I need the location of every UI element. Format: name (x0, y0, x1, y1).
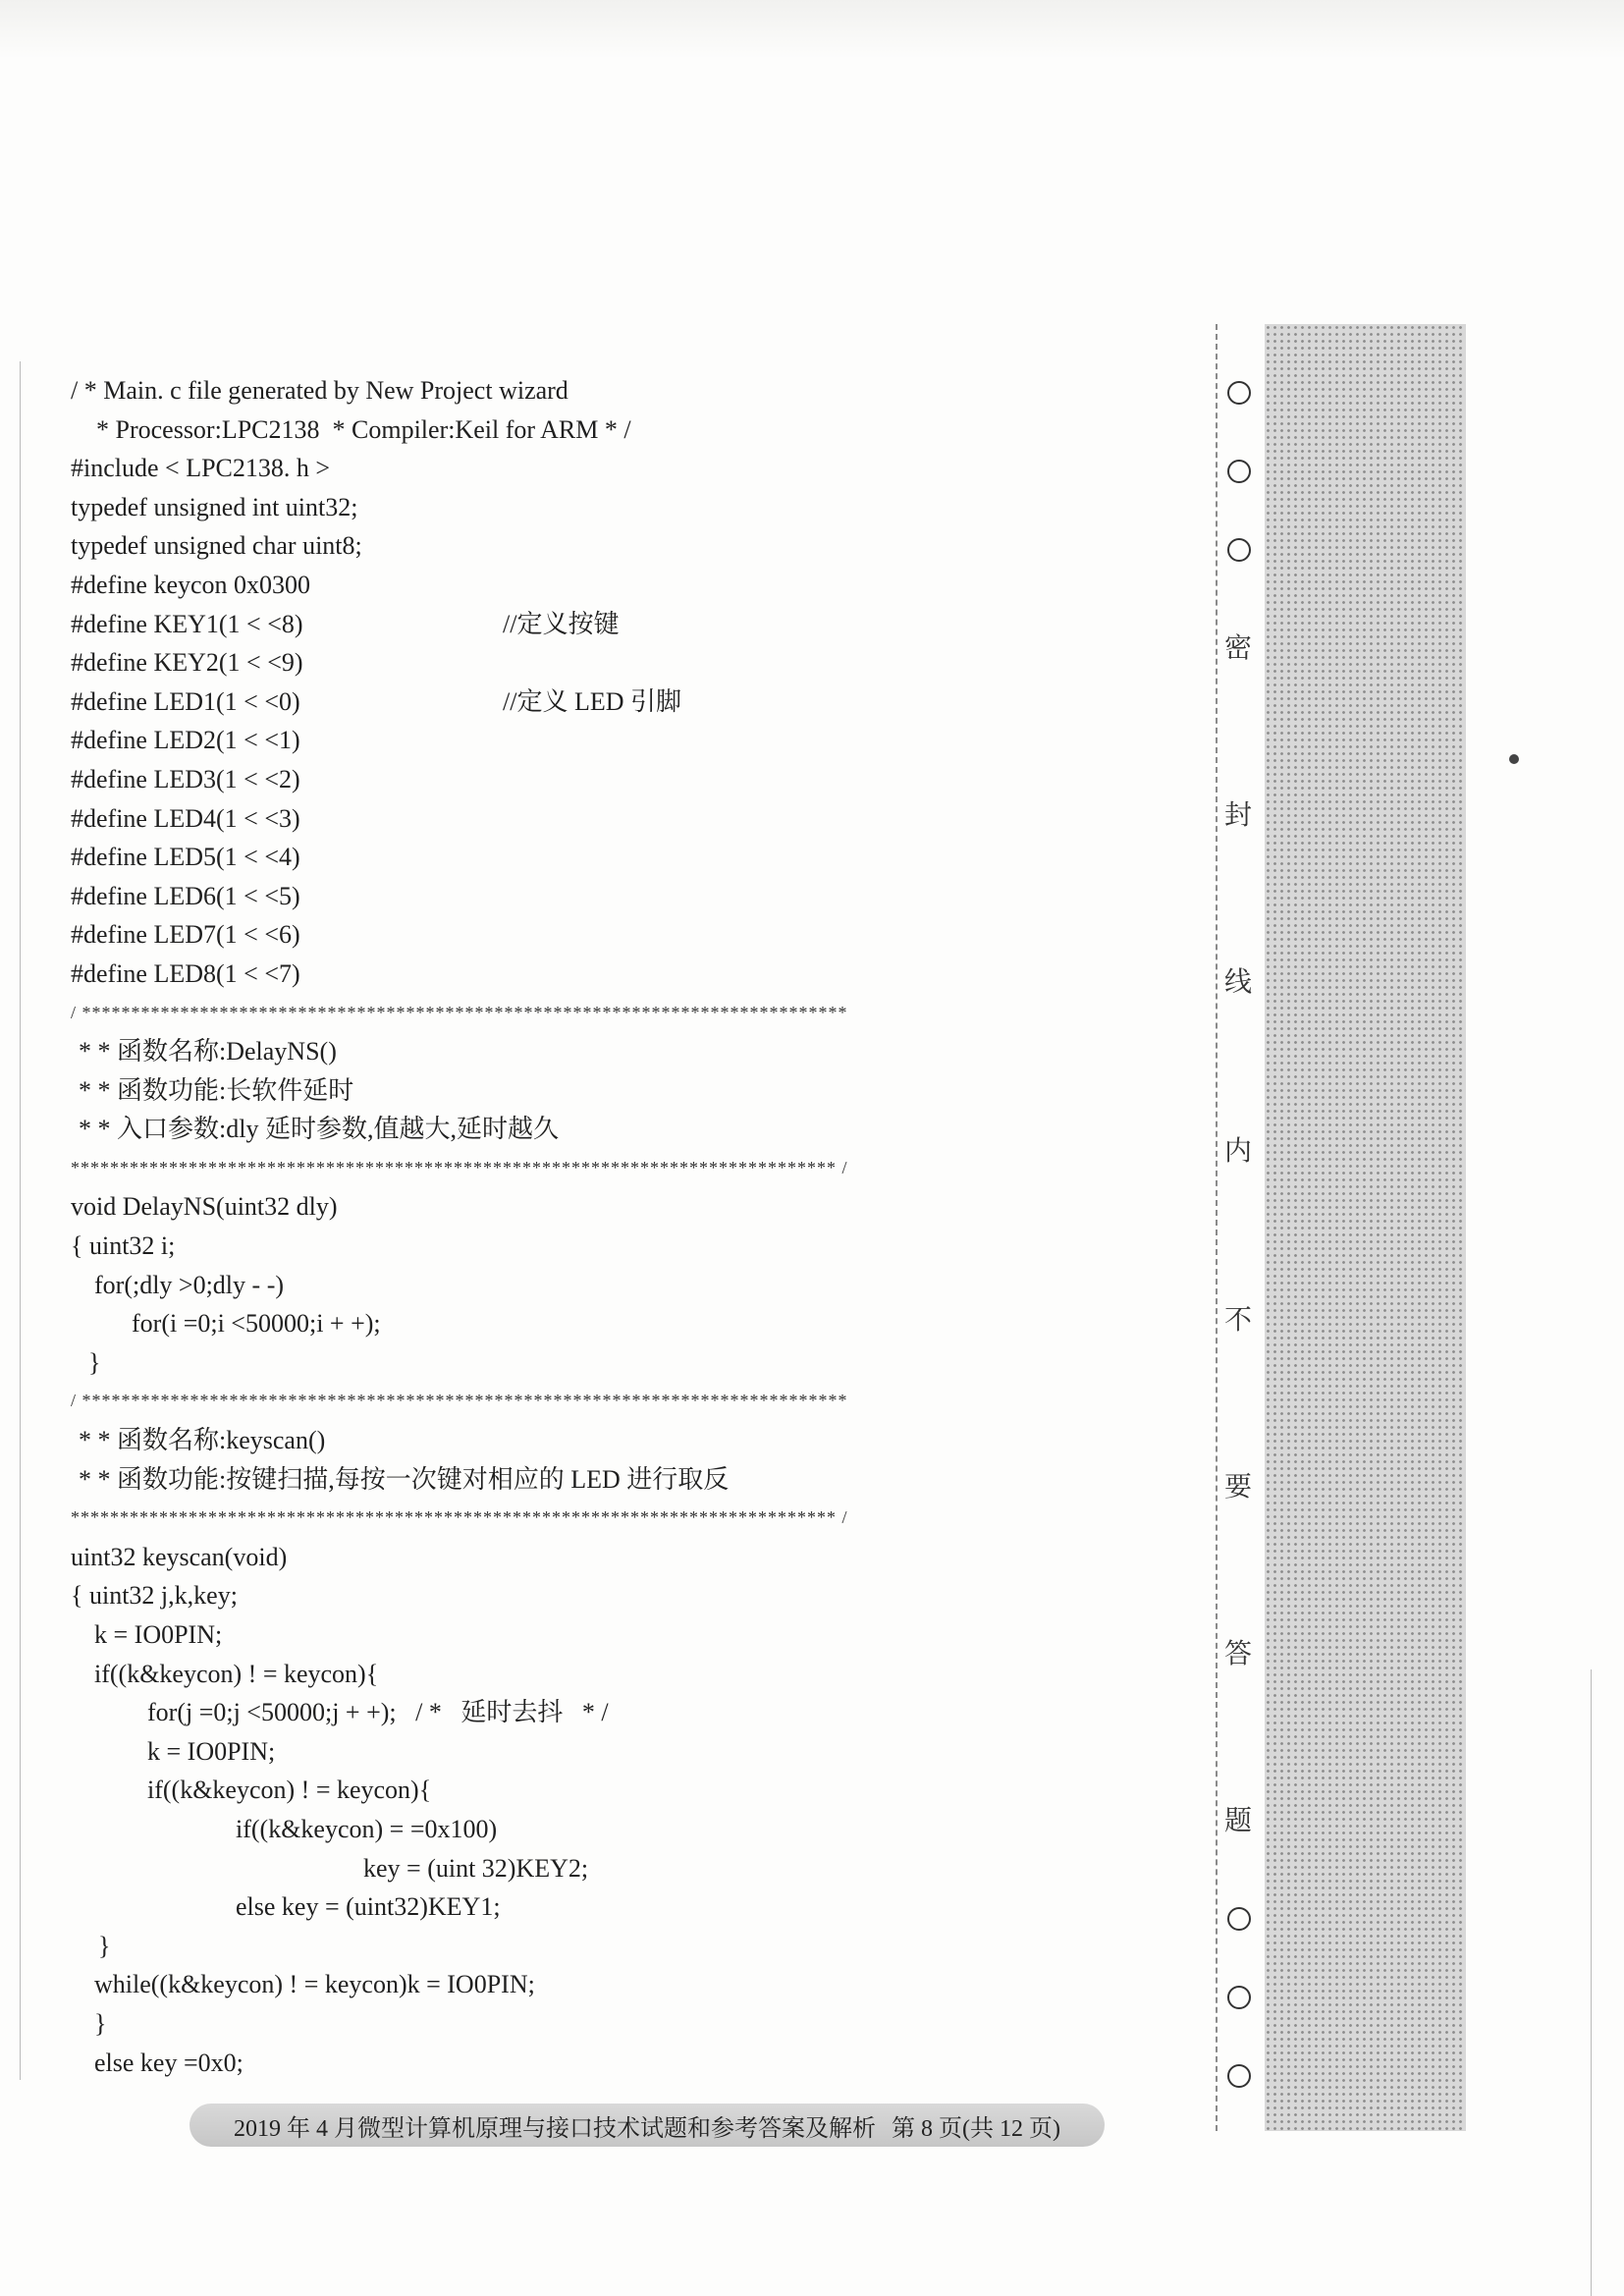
code-line-42 (71, 1965, 1210, 2004)
code-text: if((k&keycon) = =0x100) (236, 1814, 498, 1843)
code-text: else key = (uint32)KEY1; (236, 1892, 501, 1922)
seal-mark: 题 (1223, 1806, 1252, 1836)
code-line-23 (71, 1227, 1210, 1266)
code-text: k = IO0PIN; (147, 1736, 276, 1766)
code-line-41 (71, 1927, 1210, 1966)
comment-border: ****************************************************************************** / (71, 1507, 848, 1528)
code-line-43 (71, 2004, 1210, 2044)
circle-icon (1227, 1986, 1251, 2009)
code-text: #define LED8(1 < <7) (71, 958, 300, 988)
seal-mark: 答 (1223, 1639, 1252, 1669)
circle-icon (1227, 538, 1251, 562)
code-text: * * 入口参数:dly 延时参数,值越大,延时越久 (79, 1115, 559, 1144)
code-line-38 (71, 1810, 1210, 1849)
code-line-12 (71, 799, 1210, 839)
code-text: * * 函数名称:DelayNS() (79, 1037, 337, 1066)
code-line-33 (71, 1615, 1210, 1655)
code-line-21 (71, 1149, 1210, 1188)
code-text: for(i =0;i <50000;i + +); (132, 1309, 381, 1339)
comment-border: ****************************************************************************** / (71, 1157, 848, 1177)
code-line-16 (71, 955, 1210, 994)
code-line-6 (71, 566, 1210, 605)
code-line-22 (71, 1187, 1210, 1227)
code-line-3 (71, 449, 1210, 488)
code-line-44 (71, 2044, 1210, 2083)
code-text: if((k&keycon) ! = keycon){ (147, 1776, 432, 1805)
comment-border: / ****************************************************************************** (71, 1002, 848, 1022)
code-text: #define LED5(1 < <4) (71, 843, 300, 872)
code-line-24 (71, 1266, 1210, 1305)
code-line-19 (71, 1071, 1210, 1111)
code-line-27 (71, 1382, 1210, 1421)
code-text: #define LED4(1 < <3) (71, 803, 300, 833)
comment-border: / ****************************************************************************** (71, 1391, 848, 1411)
code-line-4 (71, 488, 1210, 527)
seal-mark: 不 (1223, 1305, 1252, 1336)
circle-icon (1227, 1907, 1251, 1931)
code-text: #define LED3(1 < <2) (71, 764, 300, 793)
code-line-34 (71, 1655, 1210, 1694)
code-text: #define keycon 0x0300 (71, 570, 311, 599)
code-line-2 (71, 410, 1210, 450)
code-line-32 (71, 1576, 1210, 1615)
seal-texture-strip (1265, 324, 1466, 2131)
code-line-7 (71, 605, 1210, 644)
code-text: * * 函数功能:按键扫描,每按一次键对相应的 LED 进行取反 (79, 1464, 730, 1494)
code-line-15 (71, 915, 1210, 955)
code-line-36 (71, 1732, 1210, 1772)
code-text: #define LED6(1 < <5) (71, 881, 300, 910)
code-text: #define LED7(1 < <6) (71, 920, 300, 950)
seal-column (1217, 373, 1260, 2102)
left-margin-rule (20, 361, 21, 2080)
code-line-13 (71, 838, 1210, 877)
code-line-17 (71, 994, 1210, 1033)
scan-dot (1509, 754, 1519, 764)
page-footer (189, 2104, 1105, 2147)
code-line-1 (71, 371, 1210, 410)
code-text: else key =0x0; (94, 2048, 244, 2077)
code-text: typedef unsigned char uint8; (71, 531, 362, 561)
code-line-9 (71, 683, 1210, 722)
code-line-39 (71, 1849, 1210, 1888)
code-text: #define KEY1(1 < <8) (71, 609, 303, 638)
code-text: / * Main. c file generated by New Project wizard (71, 376, 568, 405)
code-text: for(;dly >0;dly - -) (94, 1270, 285, 1299)
code-line-14 (71, 877, 1210, 916)
code-line-37 (71, 1771, 1210, 1810)
code-line-11 (71, 760, 1210, 799)
code-text: { uint32 j,k,key; (71, 1581, 238, 1611)
circle-icon (1227, 2064, 1251, 2088)
code-line-5 (71, 526, 1210, 566)
code-line-35 (71, 1693, 1210, 1732)
code-line-20 (71, 1110, 1210, 1149)
code-line-10 (71, 721, 1210, 760)
code-line-30 (71, 1499, 1210, 1538)
code-text: * * 函数名称:keyscan() (79, 1426, 326, 1455)
code-text: #define LED2(1 < <1) (71, 726, 300, 755)
code-text: #define LED1(1 < <0) (71, 686, 300, 716)
code-comment: //定义 LED 引脚 (503, 686, 681, 716)
code-line-29 (71, 1460, 1210, 1500)
code-text: uint32 keyscan(void) (71, 1542, 288, 1571)
code-line-18 (71, 1032, 1210, 1071)
code-line-25 (71, 1304, 1210, 1343)
code-text: k = IO0PIN; (94, 1620, 223, 1649)
circle-icon (1227, 460, 1251, 483)
seal-mark: 线 (1223, 967, 1252, 998)
code-text: } (94, 2008, 107, 2038)
code-text: typedef unsigned int uint32; (71, 492, 358, 521)
code-text: for(j =0;j <50000;j + +); / * 延时去抖 * / (147, 1698, 609, 1727)
footer-title: 2019 年 4 月微型计算机原理与接口技术试题和参考答案及解析 (234, 2115, 876, 2142)
code-line-40 (71, 1887, 1210, 1927)
seal-mark: 密 (1223, 633, 1252, 664)
footer-page-number: 第 8 页(共 12 页) (892, 2115, 1060, 2142)
code-text: #define KEY2(1 < <9) (71, 648, 303, 678)
code-text: { uint32 i; (71, 1231, 176, 1261)
code-text: } (88, 1347, 101, 1377)
code-text: * Processor:LPC2138 * Compiler:Keil for ARM * / (96, 414, 631, 444)
code-text: } (98, 1931, 111, 1960)
code-text: key = (uint 32)KEY2; (363, 1853, 589, 1883)
code-comment: //定义按键 (503, 609, 620, 638)
code-line-26 (71, 1343, 1210, 1383)
code-text: * * 函数功能:长软件延时 (79, 1075, 354, 1105)
code-listing (71, 371, 1210, 2082)
scan-edge-line (1591, 1669, 1592, 2296)
code-line-31 (71, 1538, 1210, 1577)
seal-mark: 内 (1223, 1136, 1252, 1167)
code-text: if((k&keycon) ! = keycon){ (94, 1659, 379, 1688)
code-text: #include < LPC2138. h > (71, 454, 331, 483)
seal-mark: 要 (1223, 1472, 1252, 1503)
seal-mark: 封 (1223, 800, 1252, 831)
code-line-28 (71, 1421, 1210, 1460)
code-text: while((k&keycon) ! = keycon)k = IO0PIN; (94, 1970, 535, 1999)
code-text: void DelayNS(uint32 dly) (71, 1192, 338, 1222)
scan-top-shadow (0, 0, 1624, 59)
circle-icon (1227, 381, 1251, 405)
code-line-8 (71, 643, 1210, 683)
